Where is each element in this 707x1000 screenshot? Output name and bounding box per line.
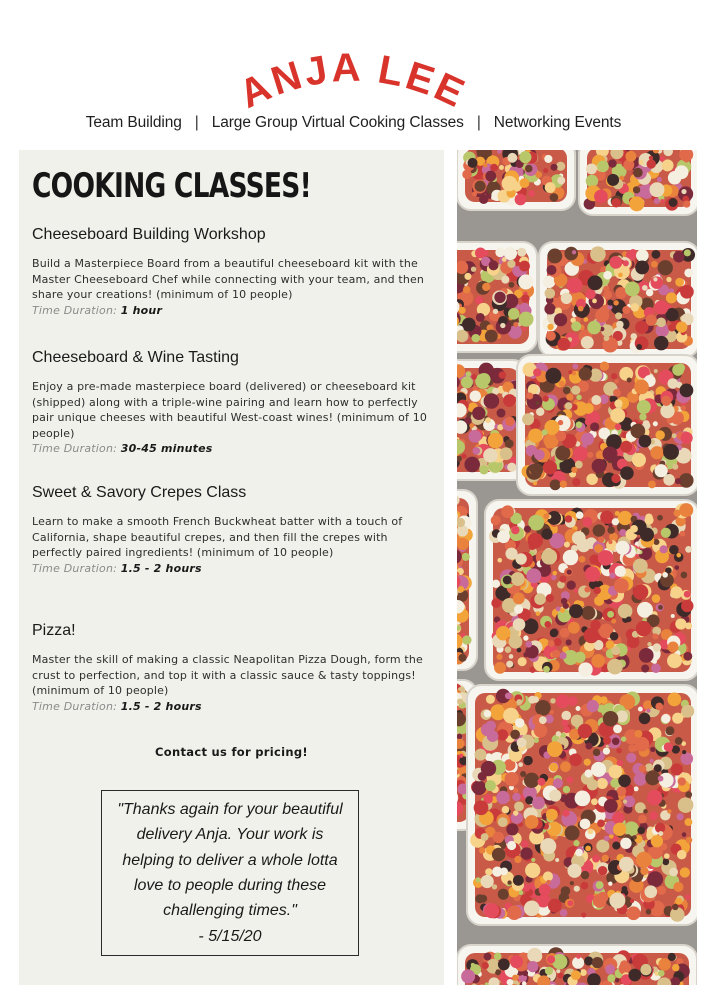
nav-item-virtual-cooking-classes[interactable]: Large Group Virtual Cooking Classes [211,114,464,131]
testimonial-quote: "Thanks again for your beautiful delivery Anja. Your work is helping to deliver a whole lotta love to people during these challenging times." - 5/15/20 [117,801,343,945]
duration-value: 1.5 - 2 hours [120,561,202,575]
class-title: Sweet & Savory Crepes Class [32,484,247,501]
cheeseboard-photo [457,150,697,985]
nav-item-networking-events[interactable]: Networking Events [493,114,622,131]
duration-value: 1.5 - 2 hours [120,699,202,713]
nav-item-team-building[interactable]: Team Building [85,114,182,131]
page-heading: COOKING CLASSES! [32,166,311,206]
class-title: Cheeseboard Building Workshop [32,226,266,243]
brand-logo [0,40,707,112]
class-duration: Time Duration: 30-45 minutes [32,442,213,455]
top-navigation [0,114,707,132]
class-duration: Time Duration: 1.5 - 2 hours [32,699,202,713]
class-card-pizza [32,622,432,714]
class-description: Master the skill of making a classic Neapolitan Pizza Dough, form the crust to perfection, and top it with a classic sauce & tasty toppings! (minimum of 10 people) [32,653,423,697]
logo-text: ANJA LEE [232,45,474,112]
class-title: Cheeseboard & Wine Tasting [32,349,239,366]
class-duration: Time Duration: 1.5 - 2 hours [32,561,202,575]
testimonial-box [101,790,359,956]
class-card-cheeseboard-workshop [32,226,432,318]
class-duration: Time Duration: 1 hour [32,303,163,317]
nav-separator: | [194,114,199,131]
nav-separator: | [476,114,481,131]
class-card-crepes [32,484,432,576]
class-description: Enjoy a pre-made masterpiece board (delivered) or cheeseboard kit (shipped) along with a triple-wine pairing and learn how to perfectly pair unique cheeses with beautiful West-coast wines! (minimum of 10 people) [32,380,427,440]
contact-pricing-text: Contact us for pricing! [155,745,308,759]
class-description: Build a Masterpiece Board from a beautiful cheeseboard kit with the Master Cheeseboard Chef while connecting with your team, and then share your creations! (minimum of 10 people) [32,257,425,301]
class-description: Learn to make a smooth French Buckwheat batter with a touch of California, shape beautiful crepes, and then fill the crepes with perfectly paired ingredients! (minimum of 10 people) [32,515,403,559]
class-card-cheeseboard-wine [32,349,432,457]
duration-value: 30-45 minutes [120,442,213,455]
testimonial-date: - 5/15/20 [198,927,262,945]
class-title: Pizza! [32,622,76,639]
duration-value: 1 hour [120,303,163,317]
